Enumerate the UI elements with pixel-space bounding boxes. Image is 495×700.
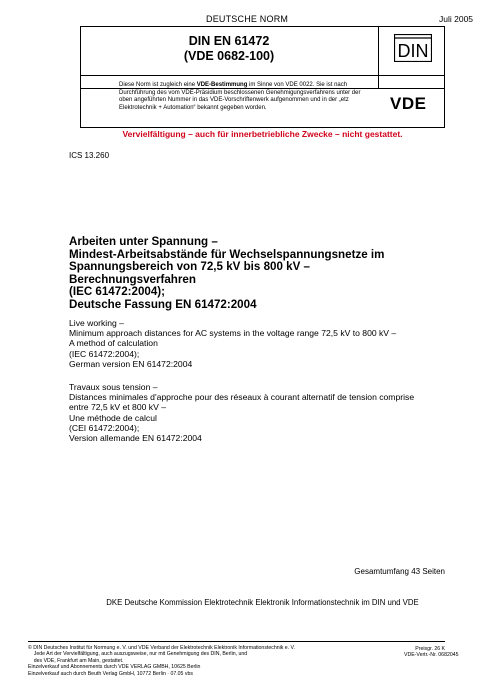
reproduction-warning: Vervielfältigung – auch für innerbetriebliche Zwecke – nicht gestattet. [122,129,403,139]
ics-code: ICS 13.260 [69,151,110,160]
footer-line: Einzelverkauf und Abonnements durch VDE VERLAG GMBH, 10625 Berlin [28,664,201,671]
german-title-line: Arbeiten unter Spannung – [69,235,218,248]
french-title-line: (CEI 61472:2004); [69,422,140,433]
standard-number: DIN EN 61472 [188,34,270,48]
footer-line: © DIN Deutsches Institut für Normung e. V. und VDE Verband der Elektrotechnik Elektronik Informationstechnik e. V. [28,645,295,651]
german-title-line: Mindest-Arbeitsabstände für Wechselspannungsnetze im [69,247,385,261]
footer-divider [28,641,445,642]
french-title-line: Version allemande EN 61472:2004 [69,433,202,444]
total-pages: Gesamtumfang 43 Seiten [354,567,445,576]
vde-note-pre: Diese Norm ist zugleich eine [119,82,197,88]
footer-copyright [28,645,408,677]
footer-line: Einzelverkauf auch durch Beuth Verlag GmbH, 10772 Berlin · 07.05 vbs [28,670,193,677]
french-title [69,382,439,443]
standard-number-block [80,34,378,64]
vde-note-post: im Sinne von VDE 0022. Sie ist nach Durchführung des vom VDE-Präsidium beschlossenen Genehmigungsverfahrens unter der oben angeführten Nummer in das VDE-Vorschriftenwerk aufgenommen und in der „etz Elektrotechnik + Automation“ bekannt gegeben worden. [119,82,361,111]
vde-note-bold: VDE-Bestimmung [196,82,248,88]
din-logo [394,34,432,62]
german-title-line: Spannungsbereich von 72,5 kV bis 800 kV – [69,260,310,274]
french-title-line: entre 72,5 kV et 800 kV – [69,402,166,413]
french-title-line: Distances minimales d'approche pour des réseaux à courant alternatif de tension comprise [69,392,415,403]
dke-line: DKE Deutsche Kommission Elektrotechnik Elektronik Informationstechnik im DIN und VDE [106,598,419,607]
header-date: Juli 2005 [439,14,474,24]
english-title-line: A method of calculation [69,338,158,349]
vde-number: (VDE 0682-100) [183,49,275,63]
german-title-line: Berechnungsverfahren [69,272,196,286]
header-norm-label: DEUTSCHE NORM [206,14,289,24]
vde-note [119,82,373,112]
german-title-line: (IEC 61472:2004); [69,285,166,299]
english-title [69,318,439,369]
english-title-line: German version EN 61472:2004 [69,358,193,369]
vde-logo: VDE [390,94,427,113]
footer-line: des VDE, Frankfurt am Main, gestattet. [28,657,124,664]
french-title-line: Une méthode de calcul [69,412,157,423]
din-logo-text: DIN [397,41,429,61]
english-title-line: Live working – [69,318,124,328]
footer-line: Jede Art der Vervielfältigung, auch auszugsweise, nur mit Genehmigung des DIN, Berlin, und [28,651,248,658]
price-group: Preisgr. 26 K [415,646,445,652]
english-title-line: (IEC 61472:2004); [69,348,140,359]
english-title-line: Minimum approach distances for AC systems in the voltage range 72,5 kV to 800 kV – [69,328,397,339]
footer-price [404,646,459,659]
french-title-line: Travaux sous tension – [69,382,158,392]
german-title [69,236,429,312]
german-title-line: Deutsche Fassung EN 61472:2004 [69,297,257,311]
din-logo-mark [394,34,432,62]
vde-order-number: VDE-Vertr.-Nr. 0682045 [404,652,459,659]
